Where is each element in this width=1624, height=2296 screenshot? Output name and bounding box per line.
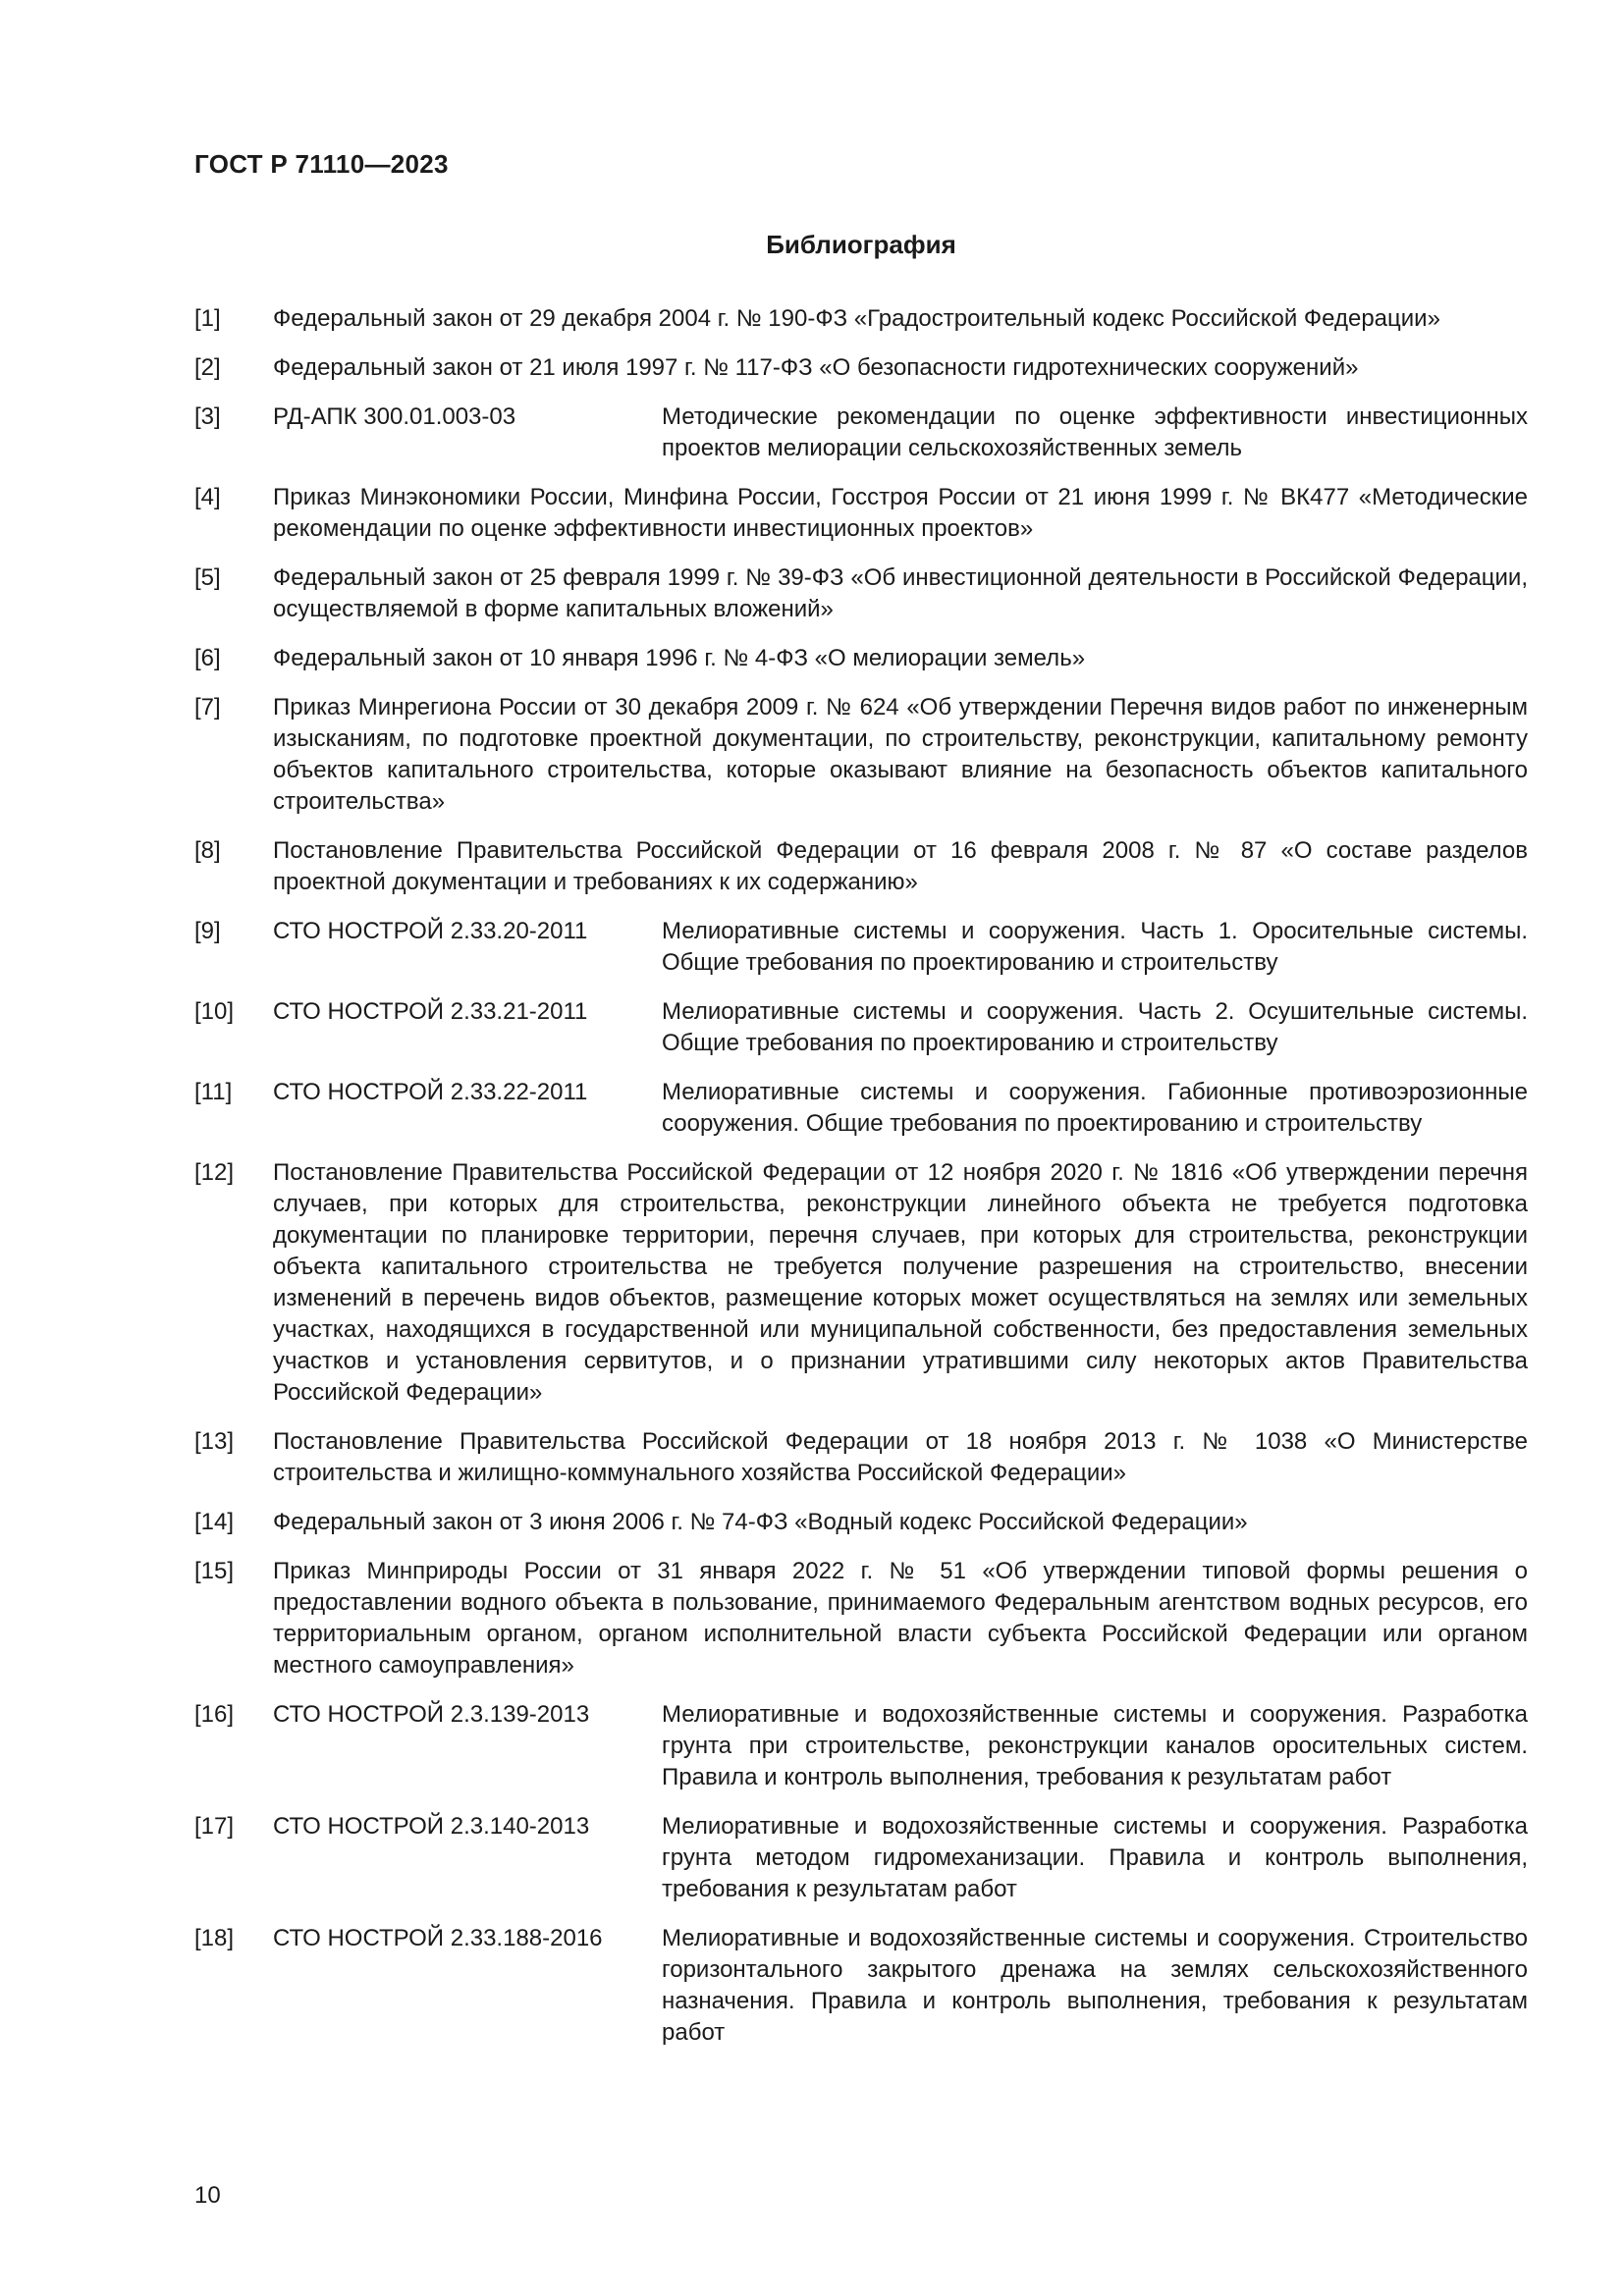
entry-description: Мелиоративные системы и сооружения. Габионные противоэрозионные сооружения. Общие требования по проектированию и строительству <box>662 1079 1528 1137</box>
page-number: 10 <box>194 2182 221 2209</box>
entry-number: [10] <box>194 998 235 1025</box>
bibliography-entry <box>194 643 1528 674</box>
entry-description: Мелиоративные системы и сооружения. Часть 2. Осушительные системы. Общие требования по проектированию и строительству <box>662 998 1528 1056</box>
entry-number: [14] <box>194 1509 235 1535</box>
entry-text: Федеральный закон от 21 июля 1997 г. № 117-ФЗ «О безопасности гидротехнических сооружений» <box>273 354 1359 381</box>
entry-number: [4] <box>194 484 221 510</box>
bibliography-entry <box>194 401 1528 464</box>
entry-number: [17] <box>194 1813 235 1840</box>
entry-number: [13] <box>194 1428 235 1455</box>
entry-code: СТО НОСТРОЙ 2.3.139-2013 <box>273 1701 590 1728</box>
entry-code: СТО НОСТРОЙ 2.33.188-2016 <box>273 1925 603 1951</box>
entry-number: [2] <box>194 354 221 381</box>
entry-description: Мелиоративные и водохозяйственные системы и сооружения. Разработка грунта методом гидромеханизации. Правила и контроль выполнения, требования к результатам работ <box>662 1813 1528 1902</box>
entry-number: [5] <box>194 564 221 591</box>
bibliography-entry <box>194 482 1528 545</box>
entry-number: [16] <box>194 1701 235 1728</box>
entry-code: СТО НОСТРОЙ 2.3.140-2013 <box>273 1813 590 1840</box>
entry-text: Федеральный закон от 29 декабря 2004 г. № 190-ФЗ «Градостроительный кодекс Российской Федерации» <box>273 305 1440 332</box>
entry-number: [7] <box>194 694 221 721</box>
bibliography-entry <box>194 916 1528 979</box>
entry-code: СТО НОСТРОЙ 2.33.22-2011 <box>273 1079 588 1105</box>
entry-code: СТО НОСТРОЙ 2.33.20-2011 <box>273 918 588 944</box>
entry-description: Методические рекомендации по оценке эффективности инвестиционных проектов мелиорации сельскохозяйственных земель <box>662 403 1528 461</box>
entry-text: Федеральный закон от 10 января 1996 г. № 4-ФЗ «О мелиорации земель» <box>273 645 1086 671</box>
bibliography-entry <box>194 1923 1528 2049</box>
entry-number: [3] <box>194 403 221 430</box>
entry-text: Приказ Минрегиона России от 30 декабря 2009 г. № 624 «Об утверждении Перечня видов работ по инженерным изысканиям, по подготовке проектной документации, по строительству, реконструкции, капитальному ремонту объектов капитального строительства, которые оказывают влияние на безопасность объектов капитального строительства» <box>273 694 1528 815</box>
bibliography-entry <box>194 1507 1528 1538</box>
entry-number: [15] <box>194 1558 235 1584</box>
bibliography-entry <box>194 1077 1528 1140</box>
bibliography-entry <box>194 1157 1528 1409</box>
entry-description: Мелиоративные системы и сооружения. Часть 1. Оросительные системы. Общие требования по проектированию и строительству <box>662 918 1528 976</box>
entry-text: Федеральный закон от 3 июня 2006 г. № 74-ФЗ «Водный кодекс Российской Федерации» <box>273 1509 1248 1535</box>
entry-number: [6] <box>194 645 221 671</box>
entry-text: Приказ Минэкономики России, Минфина России, Госстроя России от 21 июня 1999 г. № ВК477 «Методические рекомендации по оценке эффективности инвестиционных проектов» <box>273 484 1528 542</box>
bibliography-list <box>194 303 1528 2066</box>
entry-description: Мелиоративные и водохозяйственные системы и сооружения. Разработка грунта при строительстве, реконструкции каналов оросительных систем. Правила и контроль выполнения, требования к результатам работ <box>662 1701 1528 1790</box>
bibliography-entry <box>194 835 1528 898</box>
entry-code: СТО НОСТРОЙ 2.33.21-2011 <box>273 998 588 1025</box>
bibliography-entry <box>194 1426 1528 1489</box>
document-header: ГОСТ Р 71110—2023 <box>194 149 449 179</box>
bibliography-entry <box>194 1699 1528 1793</box>
entry-number: [11] <box>194 1079 233 1105</box>
entry-number: [18] <box>194 1925 235 1951</box>
entry-text: Постановление Правительства Российской Федерации от 16 февраля 2008 г. № 87 «О составе разделов проектной документации и требованиях к их содержанию» <box>273 837 1528 895</box>
bibliography-entry <box>194 562 1528 625</box>
bibliography-entry <box>194 996 1528 1059</box>
bibliography-entry <box>194 303 1528 335</box>
bibliography-entry <box>194 1811 1528 1905</box>
entry-text: Федеральный закон от 25 февраля 1999 г. № 39-ФЗ «Об инвестиционной деятельности в Российской Федерации, осуществляемой в форме капитальных вложений» <box>273 564 1528 622</box>
entry-text: Постановление Правительства Российской Федерации от 18 ноября 2013 г. № 1038 «О Министерстве строительства и жилищно-коммунального хозяйства Российской Федерации» <box>273 1428 1528 1486</box>
entry-number: [8] <box>194 837 221 864</box>
entry-code: РД-АПК 300.01.003-03 <box>273 403 516 430</box>
entry-number: [1] <box>194 305 221 332</box>
bibliography-entry <box>194 692 1528 818</box>
entry-text: Приказ Минприроды России от 31 января 2022 г. № 51 «Об утверждении типовой формы решения о предоставлении водного объекта в пользование, принимаемого Федеральным агентством водных ресурсов, его территориальным органом, органом исполнительной власти субъекта Российской Федерации или органом местного самоуправления» <box>273 1558 1528 1679</box>
entry-description: Мелиоративные и водохозяйственные системы и сооружения. Строительство горизонтального закрытого дренажа на землях сельскохозяйственного назначения. Правила и контроль выполнения, требования к результатам работ <box>662 1925 1528 2046</box>
bibliography-entry <box>194 1556 1528 1682</box>
entry-text: Постановление Правительства Российской Федерации от 12 ноября 2020 г. № 1816 «Об утверждении перечня случаев, при которых для строительства, реконструкции линейного объекта не требуется подготовка документации по планировке территории, перечня случаев, при которых для строительства, реконструкции объекта капитального строительства не требуется получение разрешения на строительство, внесении изменений в перечень видов объектов, размещение которых может осуществляться на землях или земельных участках, находящихся в государственной или муниципальной собственности, без предоставления земельных участков и установления сервитутов, и о признании утратившими силу некоторых актов Правительства Российской Федерации» <box>273 1159 1528 1406</box>
bibliography-entry <box>194 352 1528 384</box>
entry-number: [9] <box>194 918 221 944</box>
entry-number: [12] <box>194 1159 235 1186</box>
section-title: Библиография <box>766 230 956 259</box>
